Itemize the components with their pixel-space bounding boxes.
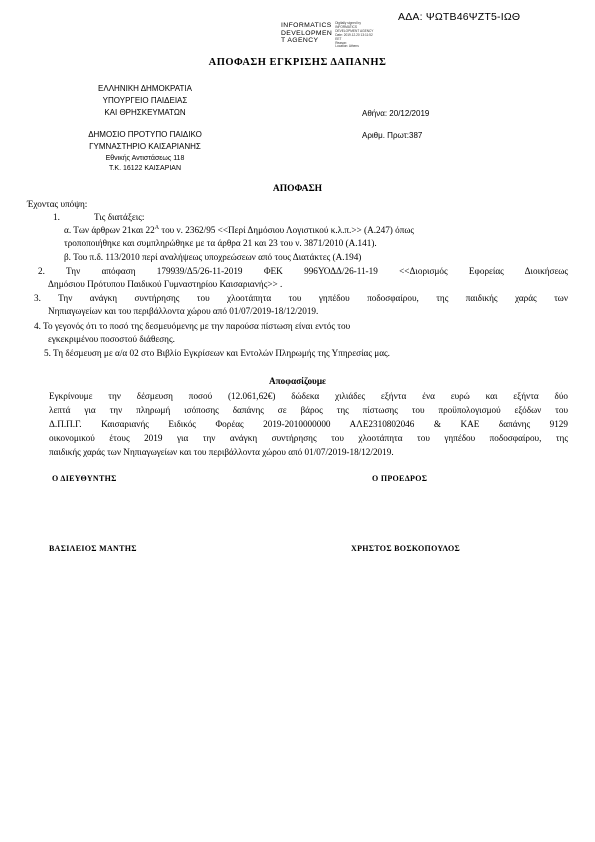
signature-line: INFORMATICS (335, 24, 357, 29)
protocol-line: Αριθμ. Πρωτ:387 (362, 131, 423, 140)
logo-text (281, 22, 332, 49)
school-line: ΓΥΜΝΑΣΤΗΡΙΟ ΚΑΙΣΑΡΙΑΝΗΣ (89, 142, 201, 151)
agency-logo (281, 22, 373, 49)
school-line: ΔΗΜΟΣΙΟ ΠΡΟΤΥΠΟ ΠΑΙΔΙΚΟ (88, 130, 202, 139)
item-2-line-1: 2. Την απόφαση 179939/Δ5/26-11-2019 ΦΕΚ 996ΥΟΔΔ/26-11-19 <<Διορισμός Εφορείας Διοικήσεως (38, 266, 568, 276)
decision-heading: ΑΠΟΦΑΣΗ (272, 184, 323, 194)
signature-line: Location: Athens (335, 44, 359, 49)
item-1a-sup: Α (154, 224, 160, 231)
document-title: ΑΠΟΦΑΣΗ ΕΓΚΡΙΣΗΣ ΔΑΠΑΝΗΣ (208, 57, 387, 68)
president-name: ΧΡΗΣΤΟΣ ΒΟΣΚΟΠΟΥΛΟΣ (351, 544, 461, 553)
item-1a-post: του ν. 2362/95 <<Περί Δημόσιου Λογιστικού κ.λ.π.>> (Α.247) όπως (159, 225, 415, 235)
approve-line: Δ.Π.Π.Γ. Καισαριανής Ειδικός Φορέας 2019-2010000000 ΑΛΕ2310802046 & ΚΑΕ δαπάνης 9129 (49, 419, 568, 429)
approve-line: οικονομικού έτους 2019 για την ανάγκη συντήρησης του χλοοτάπητα του γηπέδου ποδοσφαίρου, της (49, 433, 568, 443)
item-4-line-2: εγκεκριμένου ποσοστού διάθεσης. (48, 334, 175, 344)
item-5-line: 5. Τη δέσμευση με α/α 02 στο Βιβλίο Εγκρίσεων και Εντολών Πληρωμής της Υπηρεσίας μας. (44, 348, 390, 358)
address-line: Τ.Κ. 16122 ΚΑΙΣΑΡΙΑΝ (108, 165, 182, 172)
address-line: Εθνικής Αντιστάσεως 118 (105, 155, 185, 162)
logo-line: DEVELOPMEN (281, 29, 333, 37)
item-1b-line: β. Του π.δ. 113/2010 περί αναλήψεως υποχρεώσεων από τους Διατάκτες (Α.194) (64, 252, 362, 262)
issuer-line: ΕΛΛΗΝΙΚΗ ΔΗΜΟΚΡΑΤΙΑ (98, 84, 192, 93)
approve-line: παιδικής χαράς των Νηπιαγωγείων και του περιβάλλοντα χώρου από 01/07/2019-18/12/2019. (49, 447, 394, 457)
issuer-line: ΚΑΙ ΘΡΗΣΚΕΥΜΑΤΩΝ (104, 108, 186, 117)
item-4-line-1: 4. Το γεγονός ότι το ποσό της δεσμευόμενης με την παρούσα πίστωση είναι εντός του (34, 321, 351, 331)
president-title: Ο ΠΡΟΕΔΡΟΣ (372, 474, 428, 483)
director-title: Ο ΔΙΕΥΘΥΝΤΗΣ (52, 474, 117, 483)
ada-code: ΑΔΑ: ΨΩΤΒ46ΨΖΤ5-ΙΩΘ (398, 11, 521, 23)
director-name: ΒΑΣΙΛΕΙΟΣ ΜΑΝΤΗΣ (49, 544, 137, 553)
approve-heading: Αποφασίζουμε (269, 376, 326, 386)
item-1-number: 1. (53, 212, 60, 222)
logo-line: T AGENCY (281, 37, 319, 45)
item-2-line-2: Δημόσιου Πρότυπου Παιδικού Γυμναστηρίου Καισαριανής>> . (48, 279, 283, 289)
signature-line: EET (335, 36, 342, 41)
item-3-line-1: 3. Την ανάγκη συντήρησης του χλοοτάπητα του γηπέδου ποδοσφαίρου, της παιδικής χαράς των (34, 293, 568, 303)
digital-signature-text (335, 22, 373, 49)
approve-line: Εγκρίνουμε την δέσμευση ποσού (12.061,62€) δώδεκα χιλιάδες εξήντα ένα ευρώ και εξήντα δύο (49, 391, 568, 401)
item-1a-line-1 (64, 225, 414, 235)
date-line: Αθήνα: 20/12/2019 (362, 109, 430, 118)
item-1a-pre: α. Των άρθρων 21και 22 (64, 225, 155, 235)
signature-line: Reason: (335, 40, 348, 45)
signature-line: Date: 2019.12.20 13:11:52 (335, 32, 373, 37)
item-1-text: Τις διατάξεις: (94, 212, 145, 222)
considering-label: Έχοντας υπόψη: (27, 199, 88, 209)
item-3-line-2: Νηπιαγωγείων και του περιβάλλοντα χώρου από 01/07/2019-18/12/2019. (48, 306, 319, 316)
signature-line: Digitally signed by (335, 21, 361, 25)
logo-line: INFORMATICS (281, 22, 332, 29)
signature-line: DEVELOPMENT AGENCY (335, 28, 374, 33)
item-1a-line-2: τροποποιήθηκε και συμπληρώθηκε με τα άρθρα 21 και 23 του ν. 3871/2010 (Α.141). (64, 238, 377, 248)
issuer-line: ΥΠΟΥΡΓΕΙΟ ΠΑΙΔΕΙΑΣ (102, 96, 188, 105)
approve-line: λεπτά για την πληρωμή ισόποσης δαπάνης σε βάρος της πίστωσης του προϋπολογισμού εξόδων του (49, 405, 568, 415)
